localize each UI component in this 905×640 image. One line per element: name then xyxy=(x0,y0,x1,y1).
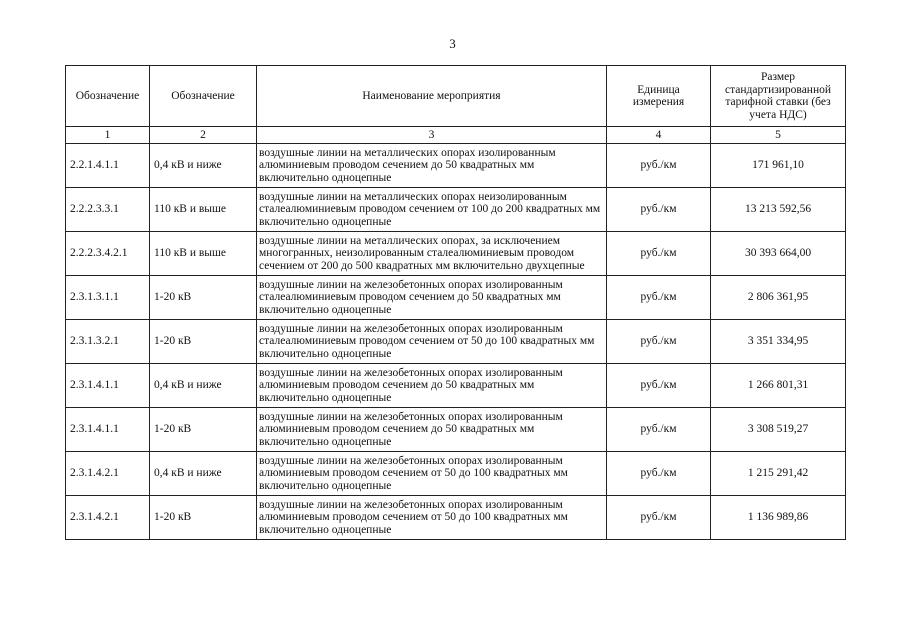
cell-activity-name: воздушные линии на металлических опорах изолированным алюминиевым проводом сечением до 50 квадратных мм включительно одноцепные xyxy=(257,144,607,188)
header-unit: Единица измерения xyxy=(607,66,711,127)
table-header-row xyxy=(66,66,846,127)
cell-voltage: 0,4 кВ и ниже xyxy=(150,364,257,408)
cell-voltage: 0,4 кВ и ниже xyxy=(150,452,257,496)
header-activity-name: Наименование мероприятия xyxy=(257,66,607,127)
cell-activity-name: воздушные линии на железобетонных опорах изолированным алюминиевым проводом сечением до 50 квадратных мм включительно одноцепные xyxy=(257,408,607,452)
cell-rate: 1 215 291,42 xyxy=(711,452,846,496)
cell-unit: руб./км xyxy=(607,276,711,320)
column-number: 3 xyxy=(257,127,607,144)
cell-code: 2.3.1.3.1.1 xyxy=(66,276,150,320)
column-number: 2 xyxy=(150,127,257,144)
cell-voltage: 0,4 кВ и ниже xyxy=(150,144,257,188)
cell-code: 2.3.1.3.2.1 xyxy=(66,320,150,364)
table-row xyxy=(66,452,846,496)
cell-voltage: 1-20 кВ xyxy=(150,320,257,364)
table-row xyxy=(66,320,846,364)
column-number-row xyxy=(66,127,846,144)
header-tariff-rate: Размер стандартизированной тарифной ставки (без учета НДС) xyxy=(711,66,846,127)
cell-unit: руб./км xyxy=(607,452,711,496)
cell-rate: 171 961,10 xyxy=(711,144,846,188)
cell-activity-name: воздушные линии на металлических опорах, за исключением многогранных, неизолированным сталеалюминиевым проводом сечением от 200 до 500 квадратных мм включительно двухцепные xyxy=(257,232,607,276)
cell-code: 2.2.2.3.4.2.1 xyxy=(66,232,150,276)
cell-unit: руб./км xyxy=(607,320,711,364)
cell-activity-name: воздушные линии на железобетонных опорах изолированным алюминиевым проводом сечением от 50 до 100 квадратных мм включительно одноцепные xyxy=(257,452,607,496)
cell-voltage: 1-20 кВ xyxy=(150,496,257,540)
table-row xyxy=(66,496,846,540)
column-number: 1 xyxy=(66,127,150,144)
table-row xyxy=(66,232,846,276)
cell-activity-name: воздушные линии на железобетонных опорах изолированным сталеалюминиевым проводом сечением до 50 квадратных мм включительно одноцепные xyxy=(257,276,607,320)
cell-code: 2.3.1.4.1.1 xyxy=(66,408,150,452)
cell-voltage: 1-20 кВ xyxy=(150,276,257,320)
page-number: 3 xyxy=(449,36,456,51)
tariff-table xyxy=(65,65,846,540)
cell-code: 2.3.1.4.2.1 xyxy=(66,452,150,496)
cell-rate: 1 266 801,31 xyxy=(711,364,846,408)
cell-rate: 3 351 334,95 xyxy=(711,320,846,364)
cell-activity-name: воздушные линии на железобетонных опорах изолированным алюминиевым проводом сечением от 50 до 100 квадратных мм включительно одноцепные xyxy=(257,496,607,540)
table-row xyxy=(66,144,846,188)
cell-rate: 1 136 989,86 xyxy=(711,496,846,540)
cell-code: 2.3.1.4.1.1 xyxy=(66,364,150,408)
column-number: 5 xyxy=(711,127,846,144)
cell-voltage: 110 кВ и выше xyxy=(150,232,257,276)
cell-voltage: 110 кВ и выше xyxy=(150,188,257,232)
cell-unit: руб./км xyxy=(607,408,711,452)
cell-voltage: 1-20 кВ xyxy=(150,408,257,452)
cell-activity-name: воздушные линии на металлических опорах неизолированным сталеалюминиевым проводом сечением от 100 до 200 квадратных мм включительно одноцепные xyxy=(257,188,607,232)
cell-code: 2.3.1.4.2.1 xyxy=(66,496,150,540)
cell-rate: 13 213 592,56 xyxy=(711,188,846,232)
header-designation-2: Обозначение xyxy=(150,66,257,127)
cell-unit: руб./км xyxy=(607,232,711,276)
cell-unit: руб./км xyxy=(607,364,711,408)
cell-code: 2.2.2.3.3.1 xyxy=(66,188,150,232)
cell-rate: 30 393 664,00 xyxy=(711,232,846,276)
cell-activity-name: воздушные линии на железобетонных опорах изолированным алюминиевым проводом сечением до 50 квадратных мм включительно одноцепные xyxy=(257,364,607,408)
table-row xyxy=(66,276,846,320)
cell-rate: 3 308 519,27 xyxy=(711,408,846,452)
cell-rate: 2 806 361,95 xyxy=(711,276,846,320)
table-row xyxy=(66,408,846,452)
cell-unit: руб./км xyxy=(607,144,711,188)
cell-unit: руб./км xyxy=(607,188,711,232)
header-designation-1: Обозначение xyxy=(66,66,150,127)
column-number: 4 xyxy=(607,127,711,144)
cell-code: 2.2.1.4.1.1 xyxy=(66,144,150,188)
cell-unit: руб./км xyxy=(607,496,711,540)
table-row xyxy=(66,188,846,232)
cell-activity-name: воздушные линии на железобетонных опорах изолированным сталеалюминиевым проводом сечением от 50 до 100 квадратных мм включительно одноцепные xyxy=(257,320,607,364)
table-row xyxy=(66,364,846,408)
